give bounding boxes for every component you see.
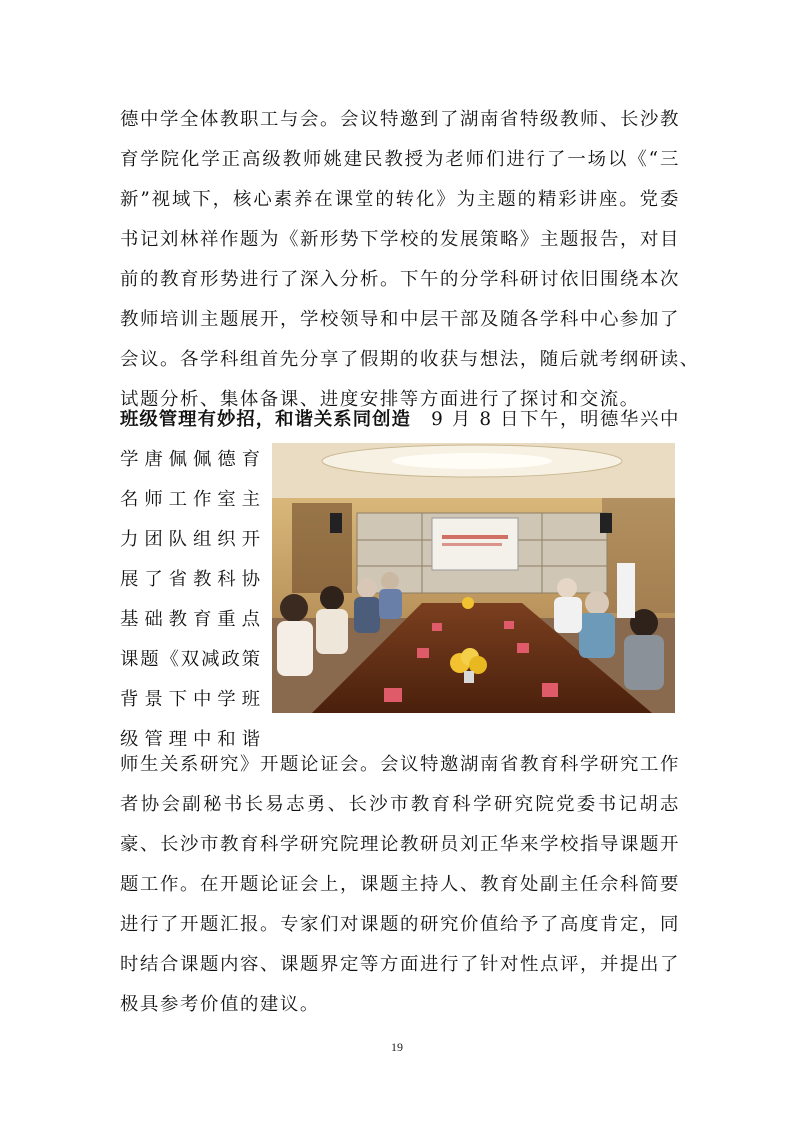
paragraph2-line-5: 进行了开题汇报。专家们对课题的研究价值给予了高度肯定，同 xyxy=(120,914,680,935)
wrapped-line-4: 展了省教科协 xyxy=(120,569,260,590)
paragraph2-line-1: 师生关系研究》开题论证会。会议特邀湖南省教育科学研究工作 xyxy=(120,754,680,775)
paragraph2-line-6: 时结合课题内容、课题界定等方面进行了针对性点评，并提出了 xyxy=(120,954,680,975)
paragraph2-line-2: 者协会副秘书长易志勇、长沙市教育科学研究院党委书记胡志 xyxy=(120,794,680,815)
paragraph1-line-1: 德中学全体教职工与会。会议特邀到了湖南省特级教师、长沙教 xyxy=(120,109,680,130)
paragraph1-line-3: 新”视域下，核心素养在课堂的转化》为主题的精彩讲座。党委 xyxy=(120,189,680,210)
section-heading-tail: 9 月 8 日下午，明德华兴中 xyxy=(431,409,680,430)
paragraph1-line-7: 会议。各学科组首先分享了假期的收获与想法，随后就考纲研读、 xyxy=(120,349,700,370)
paragraph2-line-7: 极具参考价值的建议。 xyxy=(120,994,320,1015)
section-heading-line xyxy=(120,400,680,440)
wrapped-line-8: 级管理中和谐 xyxy=(120,729,260,750)
paragraph2-line-3: 豪、长沙市教育科学研究院理论教研员刘正华来学校指导课题开 xyxy=(120,834,680,855)
paragraph1-line-8: 试题分析、集体备课、进度安排等方面进行了探讨和交流。 xyxy=(120,389,640,410)
meeting-photo xyxy=(272,443,675,713)
paragraph1-line-5: 前的教育形势进行了深入分析。下午的分学科研讨依旧围绕本次 xyxy=(120,269,680,290)
paragraph2-line-4: 题工作。在开题论证会上，课题主持人、教育处副主任佘科简要 xyxy=(120,874,680,895)
wrapped-line-3: 力团队组织开 xyxy=(120,529,260,550)
page-number: 19 xyxy=(391,1040,403,1054)
wrapped-line-6: 课题《双减政策 xyxy=(120,649,260,670)
paragraph1-line-6: 教师培训主题展开，学校领导和中层干部及随各学科中心参加了 xyxy=(120,309,680,330)
wrapped-line-2: 名师工作室主 xyxy=(120,489,260,510)
paragraph1-line-2: 育学院化学正高级教师姚建民教授为老师们进行了一场以《“三 xyxy=(120,149,680,170)
wrapped-line-5: 基础教育重点 xyxy=(120,609,260,630)
paragraph1-line-4: 书记刘林祥作题为《新形势下学校的发展策略》主题报告，对目 xyxy=(120,229,680,250)
wrapped-line-1: 学唐佩佩德育 xyxy=(120,449,260,470)
wrapped-line-7: 背景下中学班 xyxy=(120,689,260,710)
section-heading: 班级管理有妙招，和谐关系同创造 xyxy=(120,409,411,430)
